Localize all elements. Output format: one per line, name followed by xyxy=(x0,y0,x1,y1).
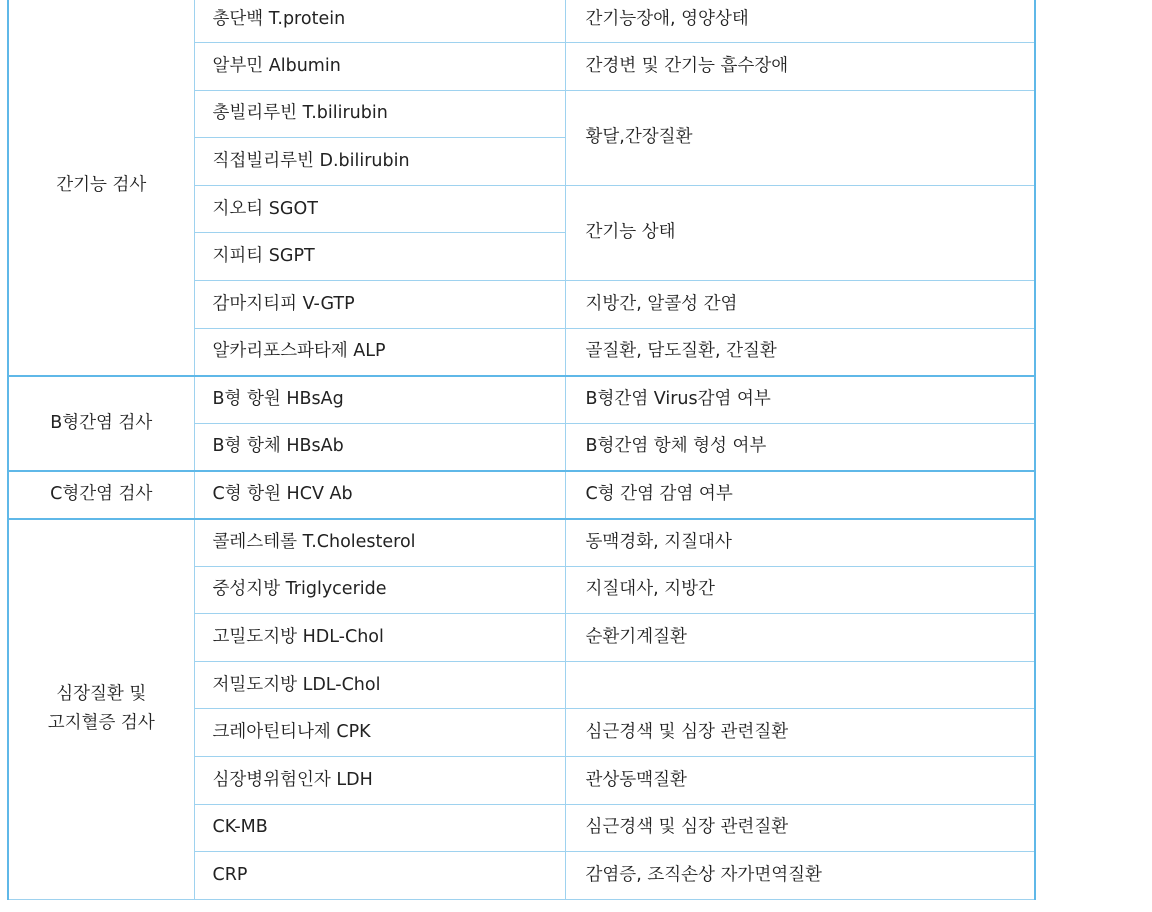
test-description-cell: 황달,간장질환 xyxy=(565,90,1035,185)
test-name-cell: 지오티 SGOT xyxy=(194,185,565,233)
category-label: 심장질환 및 xyxy=(56,684,147,705)
category-label: B형간염 검사 xyxy=(50,412,153,433)
test-description-cell: 지질대사, 지방간 xyxy=(565,566,1035,614)
test-name-cell: B형 항체 HBsAb xyxy=(194,423,565,471)
test-description-cell: 골질환, 담도질환, 간질환 xyxy=(565,328,1035,376)
test-description-cell: B형간염 항체 형성 여부 xyxy=(565,423,1035,471)
test-description-cell: 심근경색 및 심장 관련질환 xyxy=(565,804,1035,852)
test-name-cell: CK-MB xyxy=(194,804,565,852)
test-name-cell: 크레아틴티나제 CPK xyxy=(194,709,565,757)
test-name-cell: 심장병위험인자 LDH xyxy=(194,757,565,805)
exam-table xyxy=(7,0,1036,900)
test-name-cell: 감마지티피 V-GTP xyxy=(194,281,565,329)
category-cell xyxy=(8,519,194,900)
category-label: 고지혈증 검사 xyxy=(47,713,155,734)
test-name-cell: 저밀도지방 LDL-Chol xyxy=(194,661,565,709)
test-description-cell: 심근경색 및 심장 관련질환 xyxy=(565,709,1035,757)
test-name-cell: CRP xyxy=(194,852,565,900)
test-description-cell: 감염증, 조직손상 자가면역질환 xyxy=(565,852,1035,900)
test-name-cell: 직접빌리루빈 D.bilirubin xyxy=(194,138,565,186)
test-name-cell: 총단백 T.protein xyxy=(194,0,565,43)
test-description-cell: 간기능장애, 영양상태 xyxy=(565,0,1035,43)
category-label: 간기능 검사 xyxy=(56,174,147,195)
category-cell xyxy=(8,471,194,519)
test-name-cell: 총빌리루빈 T.bilirubin xyxy=(194,90,565,138)
test-description-cell: 동맥경화, 지질대사 xyxy=(565,519,1035,567)
test-description-cell: 순환기계질환 xyxy=(565,614,1035,662)
test-name-cell: 중성지방 Triglyceride xyxy=(194,566,565,614)
test-name-cell: 알카리포스파타제 ALP xyxy=(194,328,565,376)
test-description-cell: C형 간염 감염 여부 xyxy=(565,471,1035,519)
test-description-cell: B형간염 Virus감염 여부 xyxy=(565,376,1035,424)
test-description-cell xyxy=(565,661,1035,709)
table-row xyxy=(8,376,1035,424)
table-row xyxy=(8,0,1035,43)
test-name-cell: 콜레스테롤 T.Cholesterol xyxy=(194,519,565,567)
test-description-cell: 관상동맥질환 xyxy=(565,757,1035,805)
exam-table-body xyxy=(8,0,1035,899)
table-row xyxy=(8,471,1035,519)
test-name-cell: C형 항원 HCV Ab xyxy=(194,471,565,519)
test-description-cell: 간기능 상태 xyxy=(565,185,1035,280)
test-description-cell: 지방간, 알콜성 간염 xyxy=(565,281,1035,329)
test-name-cell: 지피티 SGPT xyxy=(194,233,565,281)
category-cell xyxy=(8,0,194,376)
category-cell xyxy=(8,376,194,471)
test-description-cell: 간경변 및 간기능 흡수장애 xyxy=(565,43,1035,91)
category-label: C형간염 검사 xyxy=(50,484,153,505)
test-name-cell: 알부민 Albumin xyxy=(194,43,565,91)
test-name-cell: B형 항원 HBsAg xyxy=(194,376,565,424)
test-name-cell: 고밀도지방 HDL-Chol xyxy=(194,614,565,662)
table-row xyxy=(8,519,1035,567)
